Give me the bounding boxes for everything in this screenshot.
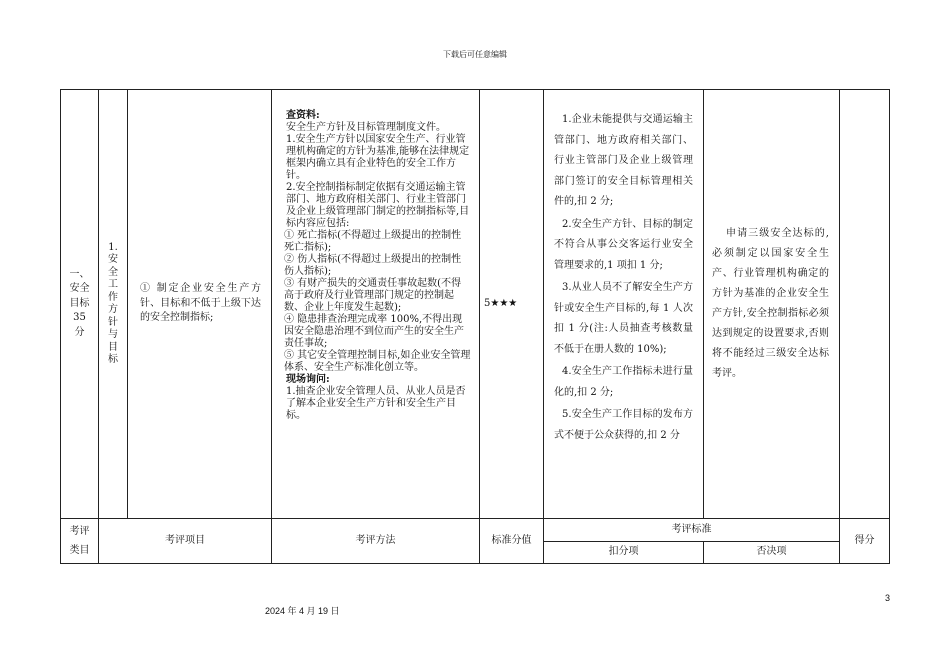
item-description-cell — [128, 90, 272, 519]
evaluation-table — [60, 89, 890, 564]
score-value: 5★★★ — [484, 297, 518, 309]
deduction-item: 4.安全生产工作指标未进行量化的,扣 2 分; — [554, 366, 693, 398]
deduction-item: 3.从业人员不了解安全生产方针或安全生产目标的,每 1 人次扣 1 分(注:人员抽查考核数量不低于在册人数的 10%); — [554, 282, 693, 355]
category-line: 35 — [73, 312, 86, 324]
header-category: 考评类目 — [61, 519, 99, 564]
method-subitem: ① 死亡指标(不得超过上级提出的控制性死亡指标); — [284, 230, 462, 253]
method-subitem: ④ 隐患排查治理完成率 100%,不得出现因安全隐患治理不到位而产生的安全生产责任事故; — [284, 314, 464, 349]
method-subitem: ② 伤人指标(不得超过上级提出的控制性伤人指标); — [284, 254, 462, 277]
veto-cell — [704, 90, 840, 519]
method-text: 2.安全控制指标制定依据有交通运输主管部门、地方政府相关部门、行业主管部门及企业上级管理部门制定的控制指标等,目标内容应包括: — [286, 182, 470, 229]
page-number: 3 — [885, 593, 891, 603]
header-result: 得分 — [840, 519, 890, 564]
method-text: 1.安全生产方针以国家安全生产、行业管理机构确定的方针为基准,能够在法律规定框架内确立具有企业特色的安全工作方针。 — [286, 134, 470, 181]
header-item: 考评项目 — [99, 519, 272, 564]
deduction-item: 2.安全生产方针、目标的制定不符合从事公交客运行业安全管理要求的,1 项扣 1 分; — [554, 218, 693, 271]
deduction-item: 5.安全生产工作目标的发布方式不便于公众获得的,扣 2 分 — [554, 409, 693, 441]
header-row — [61, 519, 890, 542]
score-cell — [480, 90, 544, 519]
method-section-title: 现场询问: — [286, 374, 330, 385]
method-text: 1.抽查企业安全管理人员、从业人员是否了解本企业安全生产方针和安全生产目标。 — [286, 386, 466, 421]
category-line: 分 — [74, 326, 85, 338]
result-cell — [840, 90, 890, 519]
category-line: 一、 — [69, 268, 90, 280]
table-row — [61, 90, 890, 519]
header-veto: 否决项 — [704, 542, 840, 564]
item-label: 1.安全工作方针与目标 — [108, 241, 118, 365]
method-cell — [272, 90, 480, 519]
deduction-item: 1.企业未能提供与交通运输主管部门、地方政府相关部门、行业主管部门及企业上级管理部门签订的安全目标管理相关件的,扣 2 分; — [554, 114, 693, 207]
method-subitem: ③ 有财产损失的交通责任事故起数(不得高于政府及行业管理部门规定的控制起数、企业上年度发生起数); — [284, 278, 462, 313]
header-method: 考评方法 — [272, 519, 480, 564]
method-section-title: 查资料: — [286, 110, 320, 121]
deduction-cell — [544, 90, 704, 519]
header-deduct: 扣分项 — [544, 542, 704, 564]
header-score: 标准分值 — [480, 519, 544, 564]
method-subitem: ⑤ 其它安全管理控制目标,如企业安全管理体系、安全生产标准化创立等。 — [284, 350, 471, 373]
category-line: 安全 — [69, 283, 90, 295]
category-line: 目标 — [69, 297, 90, 309]
item-label-cell — [99, 90, 128, 519]
header-standard: 考评标准 — [544, 519, 840, 542]
method-text: 安全生产方针及目标管理制度文件。 — [286, 122, 446, 133]
veto-text: 申请三级安全达标的,必须制定以国家安全生产、行业管理机构确定的方针为基准的企业安全生产方针,安全控制指标必须达到规定的设置要求,否则将不能经过三级安全达标考评。 — [712, 228, 829, 379]
page-header-note: 下载后可任意编辑 — [443, 50, 507, 59]
category-cell — [61, 90, 99, 519]
item-description: ① 制定企业安全生产方针、目标和不低于上级下达的安全控制指标; — [140, 283, 261, 324]
page-date: 2024 年 4 月 19 日 — [265, 606, 340, 616]
